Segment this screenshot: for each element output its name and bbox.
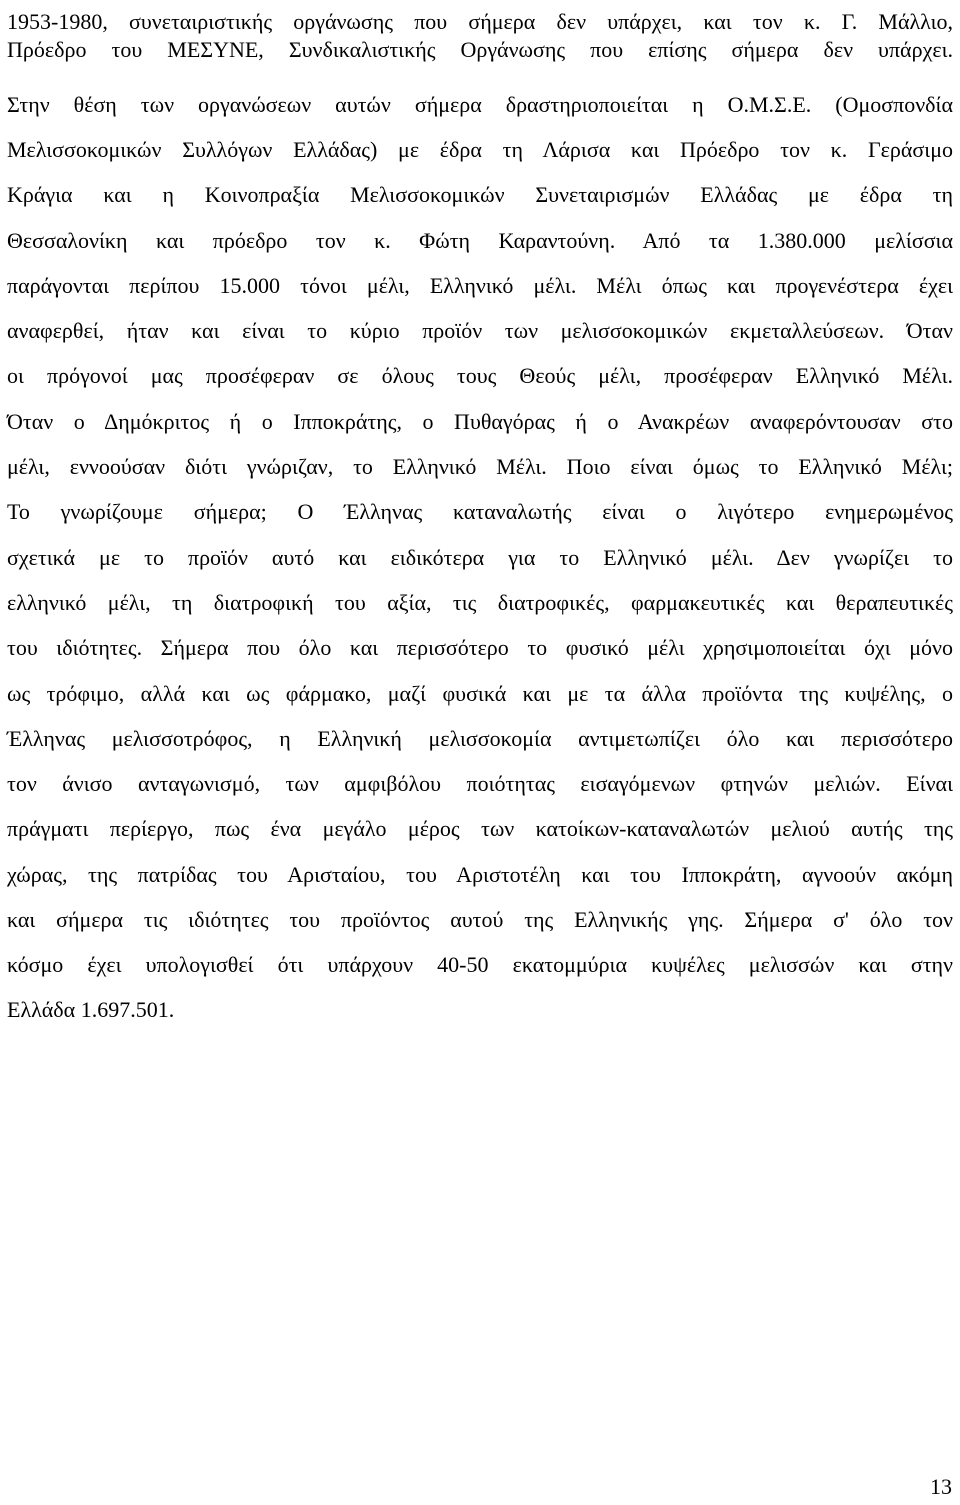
text-line-14: ελληνικό μέλι, τη διατροφική του αξία, τις διατροφικές, φαρμακευτικές και θεραπευτικές <box>7 590 953 615</box>
text-line-16: ως τρόφιμο, αλλά και ως φάρμακο, μαζί φυσικά και με τα άλλα προϊόντα της κυψέλης, ο <box>7 681 953 706</box>
text-line-22: κόσμο έχει υπολογισθεί ότι υπάρχουν 40-50 εκατομμύρια κυψέλες μελισσών και στην <box>7 952 953 977</box>
text-line-10: Όταν ο Δημόκριτος ή ο Ιπποκράτης, ο Πυθαγόρας ή ο Ανακρέων αναφερόντουσαν στο <box>7 409 953 434</box>
text-line-8: αναφερθεί, ήταν και είναι το κύριο προϊόν των μελισσοκομικών εκμεταλλεύσεων. Όταν <box>7 318 953 343</box>
text-line-9: οι πρόγονοί μας προσέφεραν σε όλους τους Θεούς μέλι, προσέφεραν Ελληνικό Μέλι. <box>7 363 953 388</box>
text-line-11: μέλι, εννοούσαν διότι γνώριζαν, το Ελληνικό Μέλι. Ποιο είναι όμως το Ελληνικό Μέλι; <box>7 454 953 479</box>
text-line-5: Κράγια και η Κοινοπραξία Μελισσοκομικών Συνεταιρισμών Ελλάδας με έδρα τη <box>7 182 953 207</box>
text-line-18: τον άνισο ανταγωνισμό, των αμφιβόλου ποιότητας εισαγόμενων φτηνών μελιών. Είναι <box>7 771 953 796</box>
text-line-15: του ιδιότητες. Σήμερα που όλο και περισσότερο το φυσικό μέλι χρησιμοποιείται όχι μόνο <box>7 635 953 660</box>
text-line-12: Το γνωρίζουμε σήμερα; Ο Έλληνας καταναλωτής είναι ο λιγότερο ενημερωμένος <box>7 499 953 524</box>
text-line-7: παράγονται περίπου 15.000 τόνοι μέλι, Ελληνικό μέλι. Μέλι όπως και προγενέστερα έχει <box>7 273 953 298</box>
text-line-23: Ελλάδα 1.697.501. <box>7 997 175 1022</box>
text-line-21: και σήμερα τις ιδιότητες του προϊόντος αυτού της Ελληνικής γης. Σήμερα σ' όλο τον <box>7 907 953 932</box>
text-line-1: 1953-1980, συνεταιριστικής οργάνωσης που σήμερα δεν υπάρχει, και τον κ. Γ. Μάλλιο, <box>7 9 953 34</box>
page-number: 13 <box>930 1474 952 1499</box>
text-line-17: Έλληνας μελισσοτρόφος, η Ελληνική μελισσοκομία αντιμετωπίζει όλο και περισσότερο <box>7 726 953 751</box>
text-line-4: Μελισσοκομικών Συλλόγων Ελλάδας) με έδρα τη Λάρισα και Πρόεδρο τον κ. Γεράσιμο <box>7 137 953 162</box>
text-line-19: πράγματι περίεργο, πως ένα μεγάλο μέρος των κατοίκων-καταναλωτών μελιού αυτής της <box>7 816 953 841</box>
text-line-13: σχετικά με το προϊόν αυτό και ειδικότερα για το Ελληνικό μέλι. Δεν γνωρίζει το <box>7 545 953 570</box>
text-line-6: Θεσσαλονίκη και πρόεδρο τον κ. Φώτη Καραντούνη. Από τα 1.380.000 μελίσσια <box>7 228 953 253</box>
text-line-20: χώρας, της πατρίδας του Αρισταίου, του Αριστοτέλη και του Ιπποκράτη, αγνοούν ακόμη <box>7 862 953 887</box>
text-line-2: Πρόεδρο του ΜΕΣΥΝΕ, Συνδικαλιστικής Οργάνωσης που επίσης σήμερα δεν υπάρχει. <box>7 37 953 62</box>
text-line-3: Στην θέση των οργανώσεων αυτών σήμερα δραστηριοποιείται η Ο.Μ.Σ.Ε. (Ομοσπονδία <box>7 92 953 117</box>
